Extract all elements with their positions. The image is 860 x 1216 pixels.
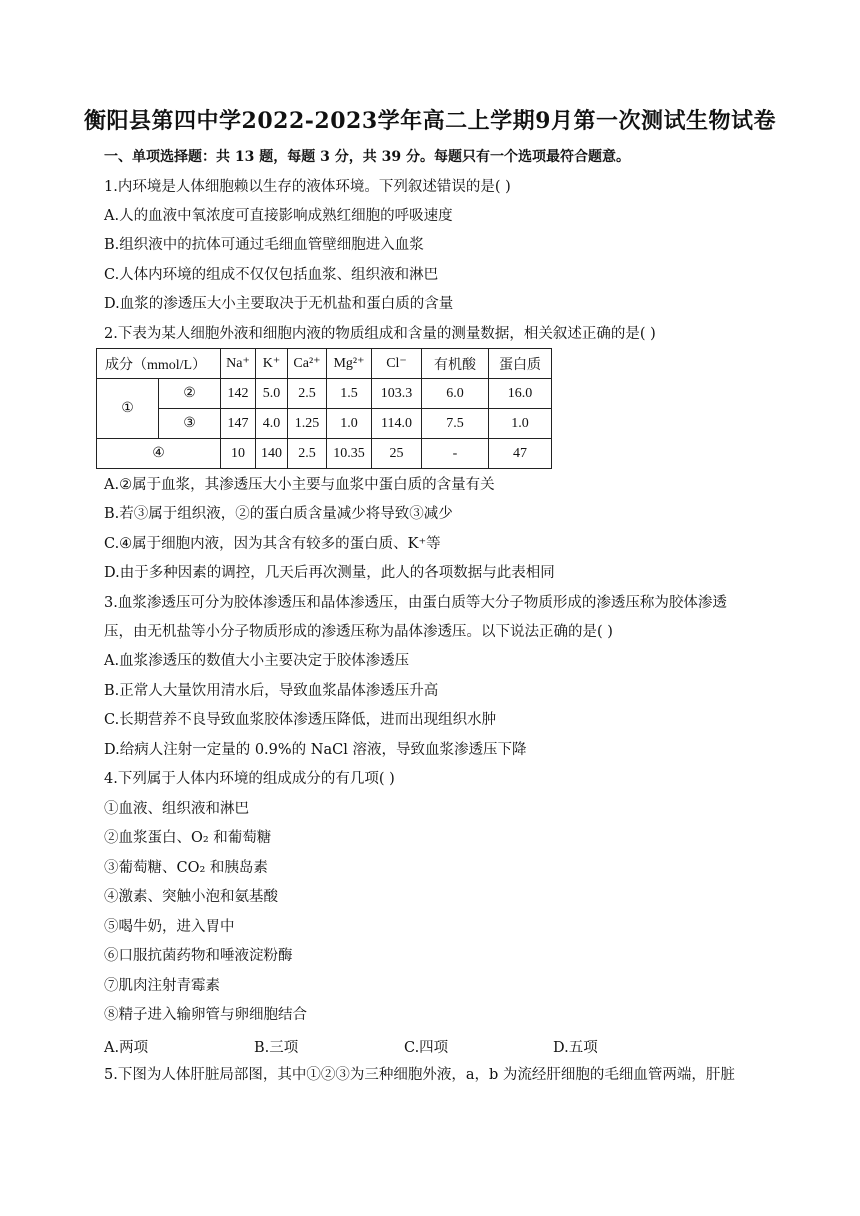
q4-item: ③葡萄糖、CO₂ 和胰岛素 — [104, 860, 268, 876]
q3-option-b: B.正常人大量饮用清水后，导致血浆晶体渗透压升高 — [104, 683, 439, 699]
table-cell: 1.0 — [327, 409, 372, 439]
q4-item: ①血液、组织液和淋巴 — [104, 801, 249, 817]
table-cell: 140 — [256, 439, 288, 469]
table-cell: - — [422, 439, 489, 469]
q2-option-b: B.若③属于组织液，②的蛋白质含量减少将导致③减少 — [104, 506, 453, 522]
q3-stem-line2: 压，由无机盐等小分子物质形成的渗透压称为晶体渗透压。以下说法正确的是( ) — [104, 624, 613, 640]
q1-option-a: A.人的血液中氧浓度可直接影响成熟红细胞的呼吸速度 — [104, 208, 453, 224]
table-row — [97, 409, 552, 439]
table-header-cell: 蛋白质 — [489, 349, 552, 379]
q4-option-b: B.三项 — [254, 1040, 299, 1056]
q1-option-b: B.组织液中的抗体可通过毛细血管壁细胞进入血浆 — [104, 237, 424, 253]
q3-option-d: D.给病人注射一定量的 0.9%的 NaCl 溶液，导致血浆渗透压下降 — [104, 742, 527, 758]
row-label: ② — [159, 379, 221, 409]
table-cell: 4.0 — [256, 409, 288, 439]
table-cell: 47 — [489, 439, 552, 469]
table-header-cell: K⁺ — [256, 349, 288, 379]
q4-item: ⑧精子进入输卵管与卵细胞结合 — [104, 1007, 307, 1023]
q5-stem: 5.下图为人体肝脏局部图，其中①②③为三种细胞外液，a，b 为流经肝细胞的毛细血管两端，肝脏 — [104, 1067, 735, 1083]
table-cell: 1.5 — [327, 379, 372, 409]
table-cell: 1.0 — [489, 409, 552, 439]
q2-stem: 2.下表为某人细胞外液和细胞内液的物质组成和含量的测量数据，相关叙述正确的是( ) — [104, 326, 656, 342]
q1-option-c: C.人体内环境的组成不仅仅包括血浆、组织液和淋巴 — [104, 267, 439, 283]
q4-option-d: D.五项 — [553, 1040, 598, 1056]
q4-item: ④激素、突触小泡和氨基酸 — [104, 889, 278, 905]
table-cell: 6.0 — [422, 379, 489, 409]
table-header-cell: Cl⁻ — [372, 349, 422, 379]
table-header-cell: Na⁺ — [221, 349, 256, 379]
q3-option-a: A.血浆渗透压的数值大小主要决定于胶体渗透压 — [104, 653, 410, 669]
row-label: ④ — [97, 439, 221, 469]
table-cell: 5.0 — [256, 379, 288, 409]
table-cell: 2.5 — [288, 439, 327, 469]
q4-item: ⑤喝牛奶，进入胃中 — [104, 919, 235, 935]
q4-stem: 4.下列属于人体内环境的组成成分的有几项( ) — [104, 771, 395, 787]
q3-option-c: C.长期营养不良导致血浆胶体渗透压降低，进而出现组织水肿 — [104, 712, 497, 728]
table-row — [97, 379, 552, 409]
row-label: ③ — [159, 409, 221, 439]
table-row — [97, 439, 552, 469]
q4-item: ②血浆蛋白、O₂ 和葡萄糖 — [104, 830, 272, 846]
table-header-cell: 有机酸 — [422, 349, 489, 379]
row-group-label: ① — [97, 379, 159, 439]
composition-table — [96, 348, 552, 469]
table-header-cell: Ca²⁺ — [288, 349, 327, 379]
section-heading: 一、单项选择题：共 13 题，每题 3 分，共 39 分。每题只有一个选项最符合题意。 — [104, 149, 630, 165]
table-cell: 103.3 — [372, 379, 422, 409]
table-cell: 2.5 — [288, 379, 327, 409]
table-cell: 1.25 — [288, 409, 327, 439]
table-cell: 10.35 — [327, 439, 372, 469]
q4-option-a: A.两项 — [104, 1040, 149, 1056]
table-cell: 7.5 — [422, 409, 489, 439]
q4-item: ⑥口服抗菌药物和唾液淀粉酶 — [104, 948, 293, 964]
q3-stem-line1: 3.血浆渗透压可分为胶体渗透压和晶体渗透压，由蛋白质等大分子物质形成的渗透压称为胶体渗透 — [104, 595, 727, 611]
table-cell: 114.0 — [372, 409, 422, 439]
table-header-row — [97, 349, 552, 379]
q1-option-d: D.血浆的渗透压大小主要取决于无机盐和蛋白质的含量 — [104, 296, 454, 312]
q2-option-c: C.④属于细胞内液，因为其含有较多的蛋白质、K⁺等 — [104, 536, 441, 552]
q2-option-a: A.②属于血浆，其渗透压大小主要与血浆中蛋白质的含量有关 — [104, 477, 495, 493]
q4-item: ⑦肌肉注射青霉素 — [104, 978, 220, 994]
exam-title: 衡阳县第四中学2022-2023学年高二上学期9月第一次测试生物试卷 — [84, 108, 776, 134]
table-header-cell: Mg²⁺ — [327, 349, 372, 379]
q2-option-d: D.由于多种因素的调控，几天后再次测量，此人的各项数据与此表相同 — [104, 565, 555, 581]
q4-option-c: C.四项 — [404, 1040, 449, 1056]
q1-stem: 1.内环境是人体细胞赖以生存的液体环境。下列叙述错误的是( ) — [104, 179, 511, 195]
table-header-cell: 成分（mmol/L） — [97, 349, 221, 379]
table-cell: 10 — [221, 439, 256, 469]
table-cell: 142 — [221, 379, 256, 409]
table-cell: 25 — [372, 439, 422, 469]
table-cell: 147 — [221, 409, 256, 439]
table-cell: 16.0 — [489, 379, 552, 409]
